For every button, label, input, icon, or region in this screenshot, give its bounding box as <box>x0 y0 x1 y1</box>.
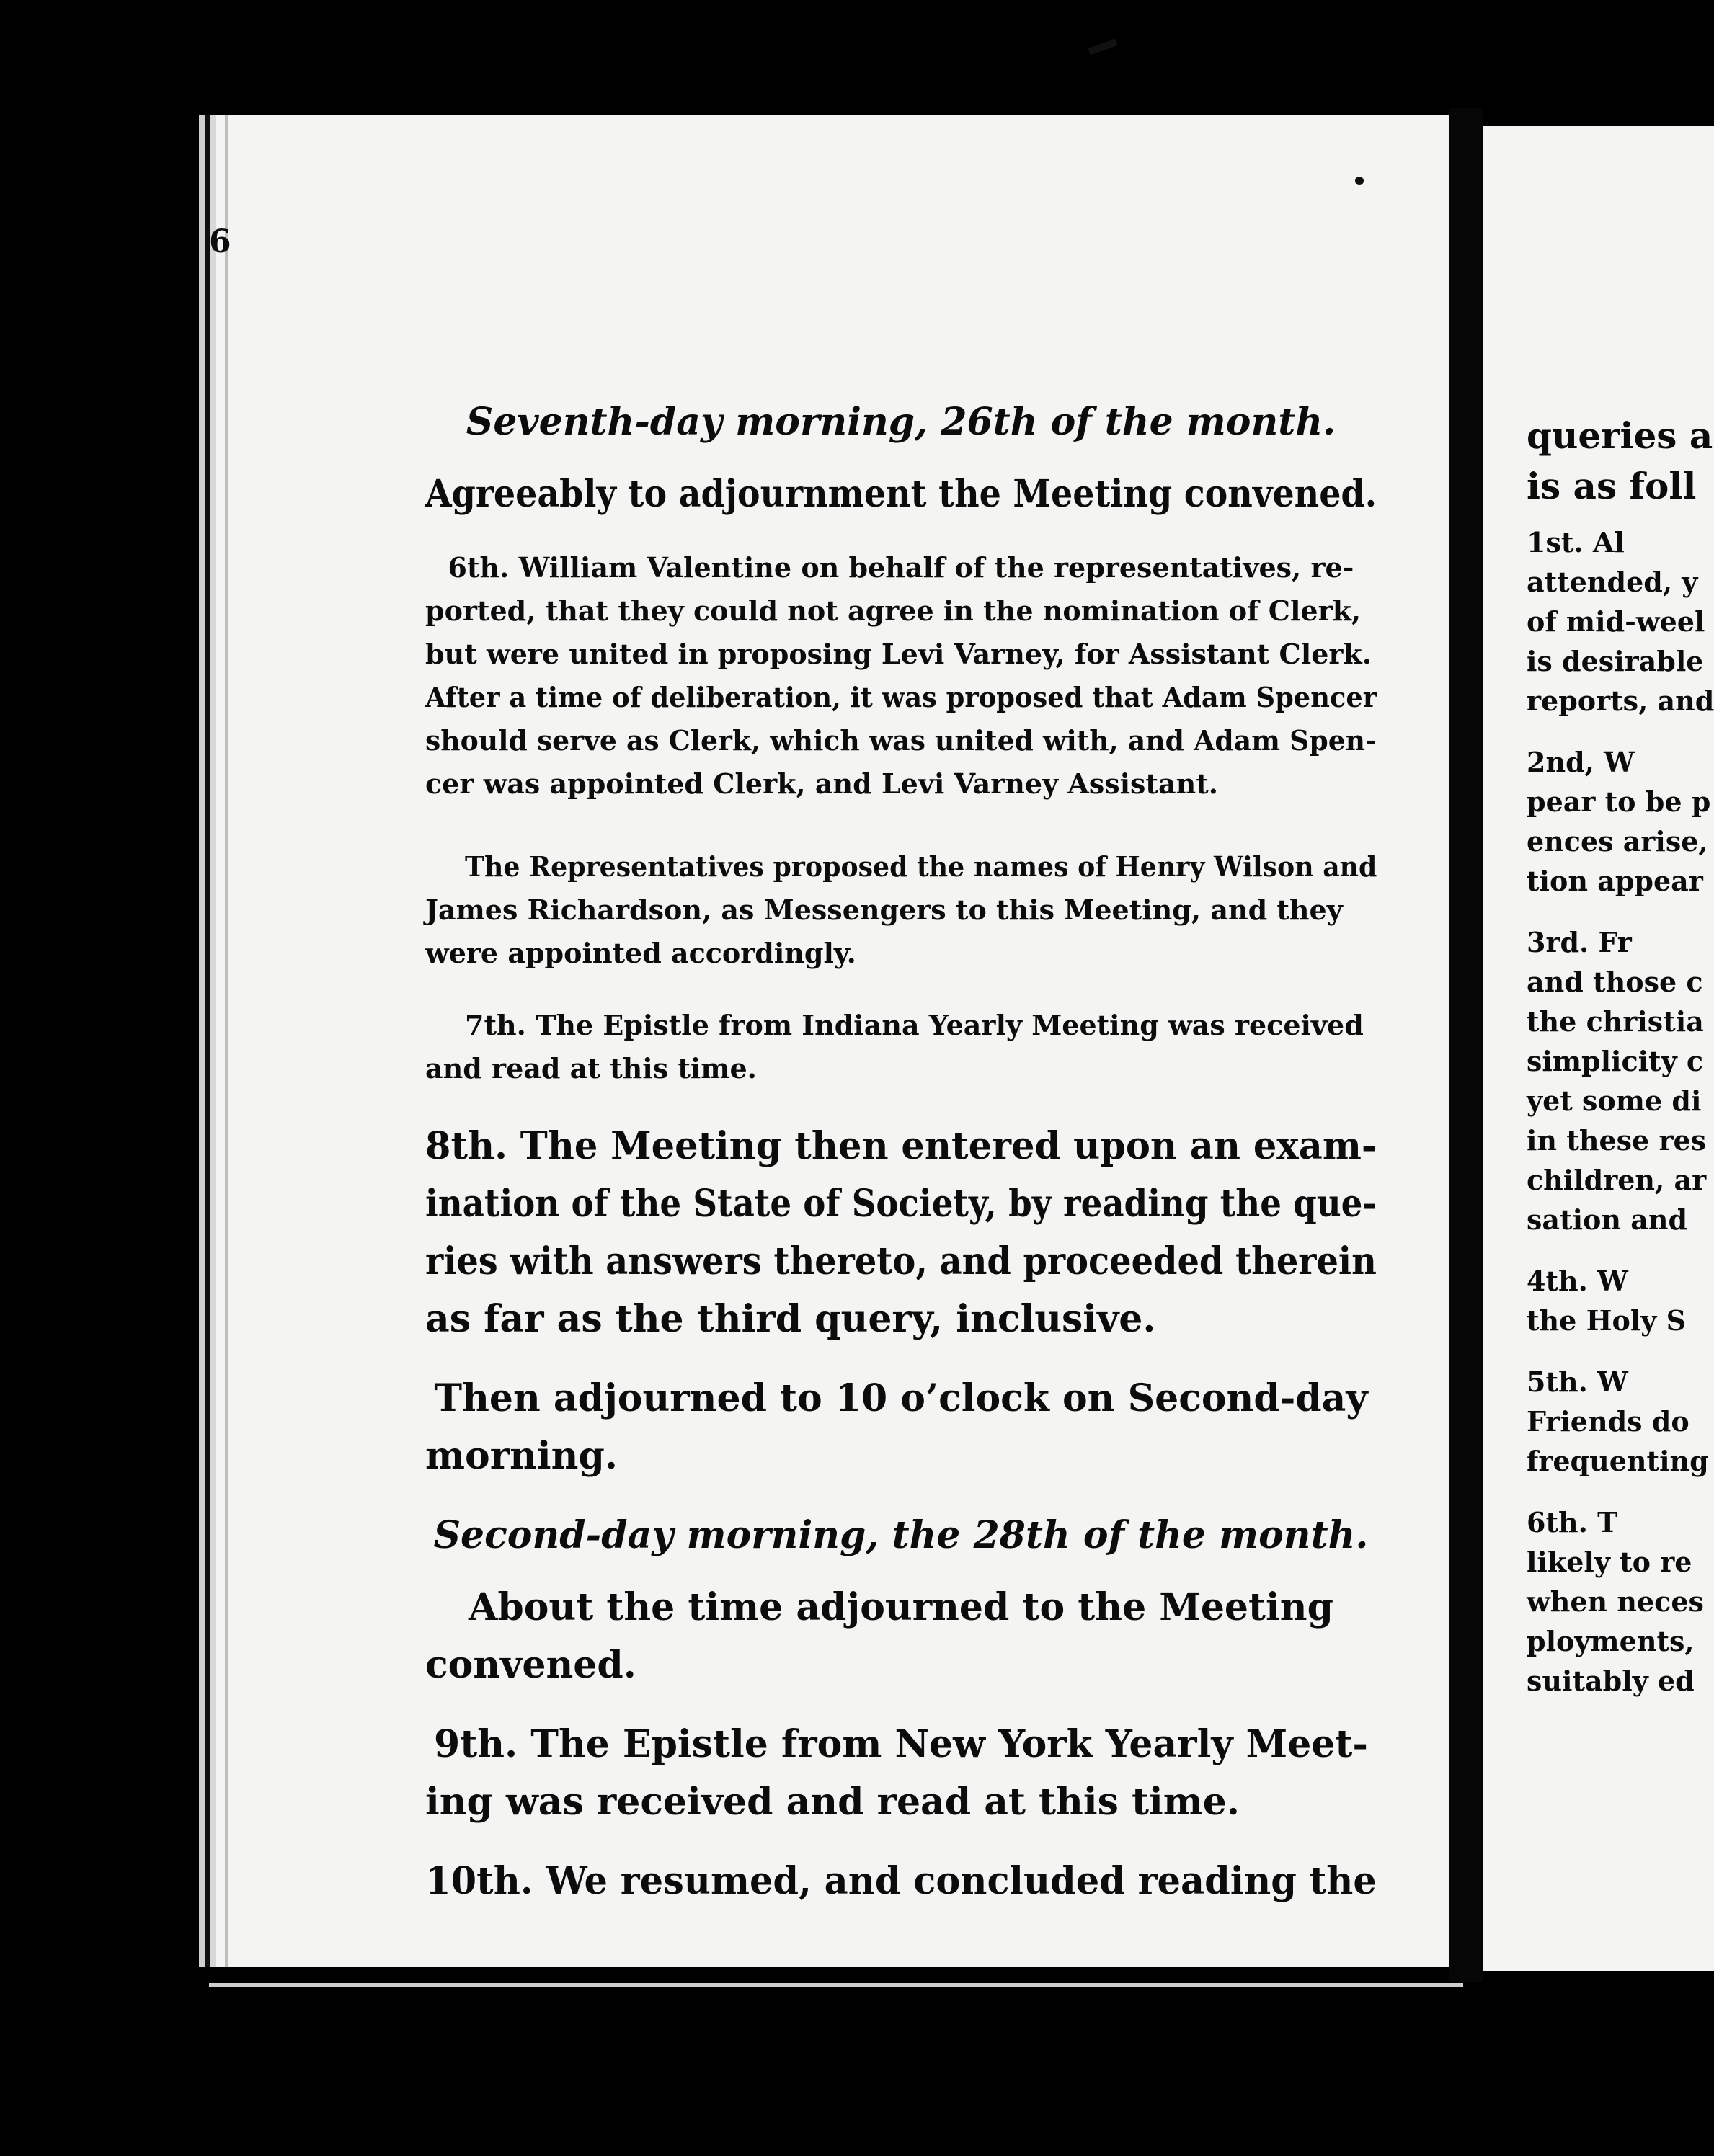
right-line: pear to be p <box>1527 785 1711 818</box>
text-line: 10th. We resumed, and concluded reading the <box>425 1859 1377 1903</box>
text-line: Agreeably to adjournment the Meeting convened. <box>425 472 1377 516</box>
right-line: attended, y <box>1527 566 1698 598</box>
section-heading: Seventh-day morning, 26th of the month. <box>466 400 1336 444</box>
text-line: 8th. The Meeting then entered upon an exam- <box>425 1124 1377 1168</box>
text-line: cer was appointed Clerk, and Levi Varney Assistant. <box>425 767 1219 800</box>
text-line: After a time of deliberation, it was proposed that Adam Spencer <box>425 681 1377 713</box>
text-line: were appointed accordingly. <box>425 937 856 969</box>
text-line: 9th. The Epistle from New York Yearly Meet- <box>434 1722 1368 1766</box>
book-gutter <box>1449 108 1483 1982</box>
right-line: tion appear <box>1527 865 1703 897</box>
text-line: ing was received and read at this time. <box>425 1780 1240 1824</box>
text-line: About the time adjourned to the Meeting <box>469 1585 1333 1629</box>
right-line: 2nd, W <box>1527 746 1635 778</box>
right-line: 1st. Al <box>1527 526 1625 558</box>
right-line: 6th. T <box>1527 1506 1618 1538</box>
right-line: simplicity c <box>1527 1045 1704 1077</box>
right-line: queries a <box>1527 414 1713 457</box>
ink-speck <box>1355 177 1364 185</box>
right-line: Friends do <box>1527 1405 1689 1438</box>
right-line: 4th. W <box>1527 1265 1628 1297</box>
scan-artifact <box>1088 38 1117 55</box>
right-line: frequenting <box>1527 1445 1709 1477</box>
right-line: when neces <box>1527 1585 1704 1618</box>
right-line: is desirable <box>1527 645 1704 677</box>
left-page <box>216 115 1449 1967</box>
right-line: children, ar <box>1527 1164 1707 1196</box>
right-line: 5th. W <box>1527 1366 1628 1398</box>
right-line: in these res <box>1527 1124 1707 1157</box>
text-line: Then adjourned to 10 o’clock on Second-day <box>434 1376 1368 1420</box>
text-line: and read at this time. <box>425 1052 757 1084</box>
text-line: ination of the State of Society, by reading the que- <box>425 1182 1377 1226</box>
text-line: 6th. William Valentine on behalf of the representatives, re- <box>448 551 1354 584</box>
text-line: James Richardson, as Messengers to this Meeting, and they <box>425 894 1343 926</box>
right-line: likely to re <box>1527 1546 1692 1578</box>
right-page <box>1483 126 1714 1971</box>
text-line: should serve as Clerk, which was united with, and Adam Spen- <box>425 724 1377 757</box>
text-line: morning. <box>425 1434 618 1478</box>
text-line: as far as the third query, inclusive. <box>425 1297 1156 1341</box>
text-line: The Representatives proposed the names of Henry Wilson and <box>465 850 1377 883</box>
text-line: ries with answers thereto, and proceeded therein <box>425 1239 1377 1283</box>
text-line: ported, that they could not agree in the nomination of Clerk, <box>425 594 1362 627</box>
right-line: sation and <box>1527 1203 1688 1236</box>
right-line: 3rd. Fr <box>1527 926 1632 958</box>
right-line: is as foll <box>1527 465 1697 507</box>
page-edge <box>225 115 228 1967</box>
right-line: the christia <box>1527 1005 1704 1038</box>
text-line: but were united in proposing Levi Varney, for Assistant Clerk. <box>425 638 1372 670</box>
page-number: 6 <box>209 223 231 260</box>
right-line: ences arise, <box>1527 825 1708 858</box>
right-line: and those c <box>1527 966 1703 998</box>
text-line: convened. <box>425 1643 636 1687</box>
text-line: 7th. The Epistle from Indiana Yearly Meeting was received <box>465 1009 1364 1041</box>
right-line: ployments, <box>1527 1625 1695 1657</box>
page-bottom-edge <box>209 1983 1463 1987</box>
right-line: reports, and <box>1527 685 1714 717</box>
right-line: yet some di <box>1527 1084 1702 1117</box>
right-line: of mid-weel <box>1527 605 1705 638</box>
right-line: suitably ed <box>1527 1665 1695 1697</box>
section-heading: Second-day morning, the 28th of the month. <box>433 1513 1369 1557</box>
right-line: the Holy S <box>1527 1304 1687 1337</box>
